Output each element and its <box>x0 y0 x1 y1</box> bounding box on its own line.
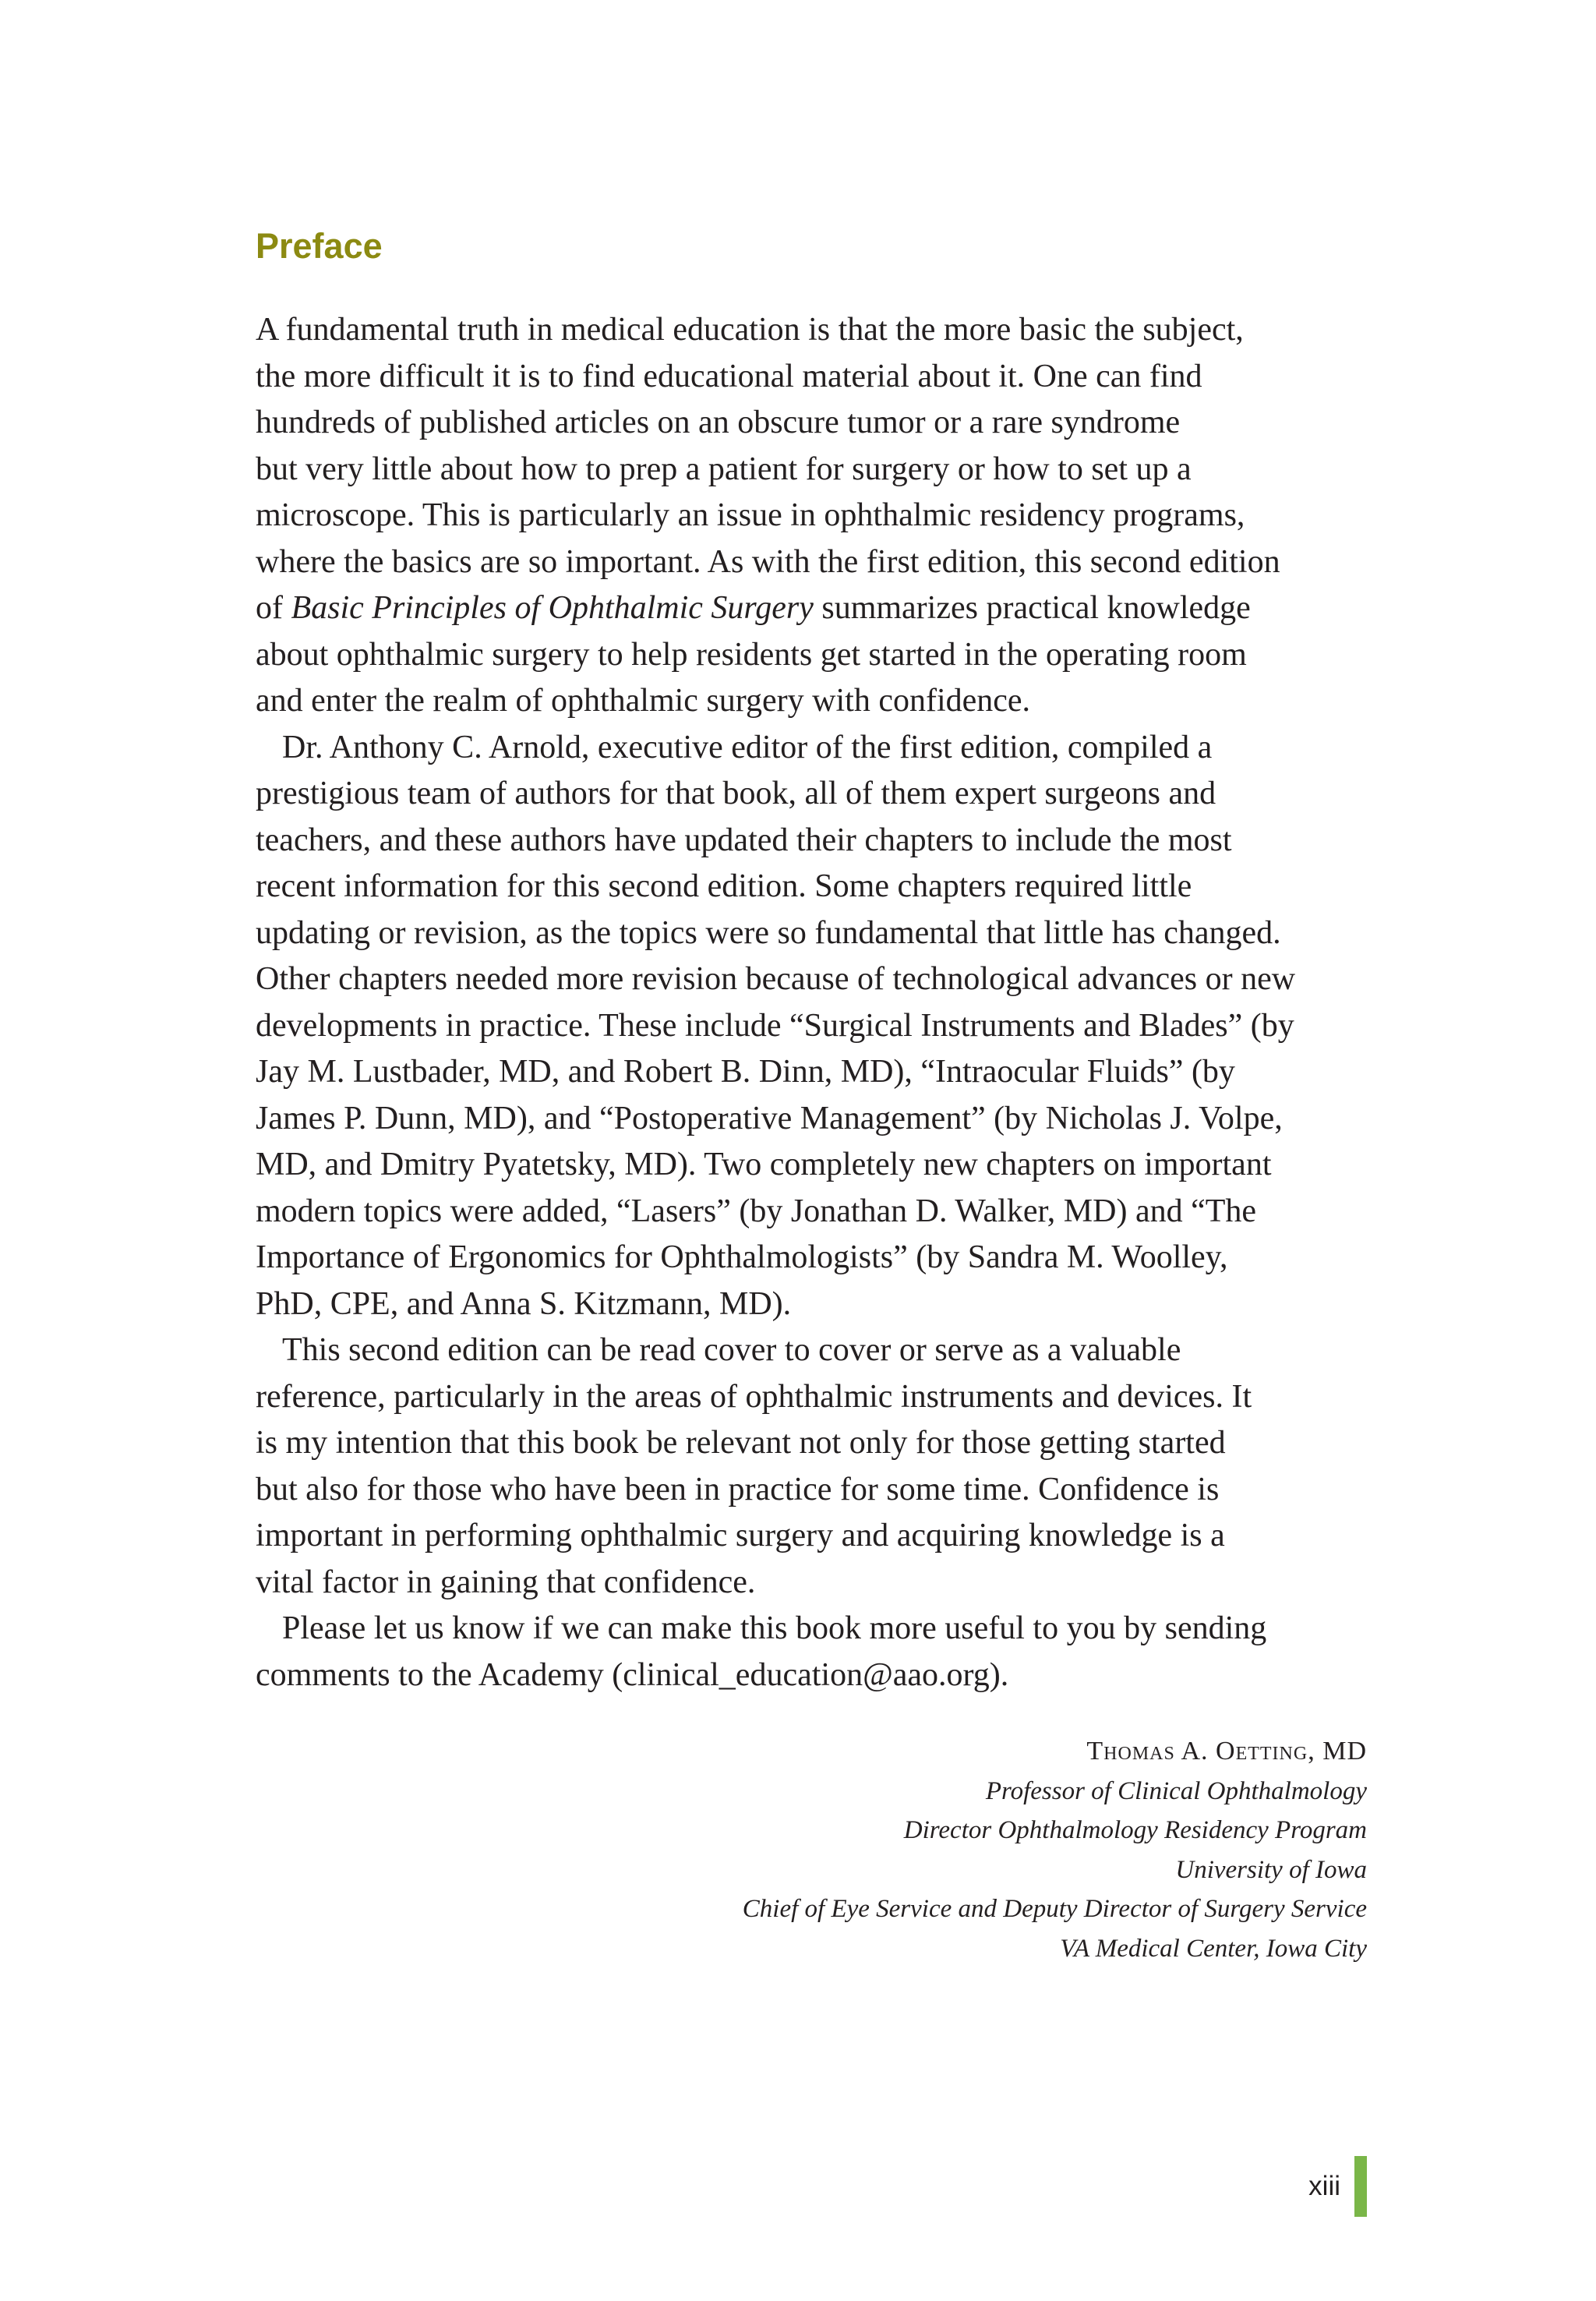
author-title: Chief of Eye Service and Deputy Director of Surgery Service <box>742 1895 1367 1923</box>
page-title: Preface <box>256 226 383 266</box>
text-line: but very little about how to prep a patient for surgery or how to set up a <box>256 451 1192 487</box>
text-line: James P. Dunn, MD), and “Postoperative Management” (by Nicholas J. Volpe, <box>256 1100 1283 1136</box>
text-line: modern topics were added, “Lasers” (by Jonathan D. Walker, MD) and “The <box>256 1193 1257 1229</box>
text-line: is my intention that this book be relevant not only for those getting started <box>256 1425 1226 1461</box>
text-line: A fundamental truth in medical education is that the more basic the subject, <box>256 312 1244 348</box>
text-line: where the basics are so important. As with the first edition, this second edition <box>256 543 1280 580</box>
text-line: but also for those who have been in practice for some time. Confidence is <box>256 1471 1220 1507</box>
book-title: Basic Principles of Ophthalmic Surgery <box>291 590 814 626</box>
text-line: hundreds of published articles on an obscure tumor or a rare syndrome <box>256 405 1181 440</box>
author-title: Professor of Clinical Ophthalmology <box>985 1776 1367 1805</box>
author-name: Thomas A. Oetting, MD <box>1086 1737 1367 1766</box>
text-line: and enter the realm of ophthalmic surgery with confidence. <box>256 683 1031 719</box>
text-line: the more difficult it is to find educational material about it. One can find <box>256 358 1202 394</box>
text-line: PhD, CPE, and Anna S. Kitzmann, MD). <box>256 1285 792 1322</box>
text-line: comments to the Academy (clinical_education@aao.org). <box>256 1656 1009 1693</box>
author-title: University of Iowa <box>1175 1855 1367 1884</box>
author-title: VA Medical Center, Iowa City <box>1060 1934 1367 1963</box>
text-fragment: of <box>256 590 291 626</box>
text-line: Other chapters needed more revision because of technological advances or new <box>256 961 1296 997</box>
text-line: This second edition can be read cover to cover or serve as a valuable <box>282 1332 1181 1368</box>
text-fragment: summarizes practical knowledge <box>813 590 1251 626</box>
paragraph-4 <box>256 1606 1381 1698</box>
page-number: xiii <box>1308 2171 1340 2201</box>
text-line: Please let us know if we can make this book more useful to you by sending <box>282 1610 1267 1646</box>
paragraph-3 <box>256 1327 1381 1606</box>
text-line: important in performing ophthalmic surgery and acquiring knowledge is a <box>256 1518 1225 1553</box>
text-line: recent information for this second edition. Some chapters required little <box>256 868 1192 904</box>
text-line <box>256 585 1381 632</box>
text-line: vital factor in gaining that confidence. <box>256 1564 756 1600</box>
text-line: Dr. Anthony C. Arnold, executive editor of the first edition, compiled a <box>282 729 1213 765</box>
preface-body <box>256 307 1381 1698</box>
text-line: developments in practice. These include “Surgical Instruments and Blades” (by <box>256 1007 1294 1044</box>
signature-block <box>743 1732 1367 1968</box>
text-line: Jay M. Lustbader, MD, and Robert B. Dinn, MD), “Intraocular Fluids” (by <box>256 1054 1235 1090</box>
folio-bar <box>1354 2156 1367 2217</box>
text-line: updating or revision, as the topics were so fundamental that little has changed. <box>256 914 1281 951</box>
text-line: Importance of Ergonomics for Ophthalmologists” (by Sandra M. Woolley, <box>256 1239 1228 1275</box>
text-line: MD, and Dmitry Pyatetsky, MD). Two completely new chapters on important <box>256 1147 1272 1182</box>
page-folio <box>1308 2156 1367 2217</box>
text-line: prestigious team of authors for that book, all of them expert surgeons and <box>256 776 1216 811</box>
paragraph-2 <box>256 725 1381 1328</box>
author-title: Director Ophthalmology Residency Program <box>903 1816 1367 1844</box>
text-line: reference, particularly in the areas of ophthalmic instruments and devices. It <box>256 1378 1252 1415</box>
text-line: about ophthalmic surgery to help residents get started in the operating room <box>256 636 1247 673</box>
text-line: teachers, and these authors have updated their chapters to include the most <box>256 822 1232 858</box>
paragraph-1 <box>256 307 1381 725</box>
text-line: microscope. This is particularly an issue in ophthalmic residency programs, <box>256 497 1245 533</box>
